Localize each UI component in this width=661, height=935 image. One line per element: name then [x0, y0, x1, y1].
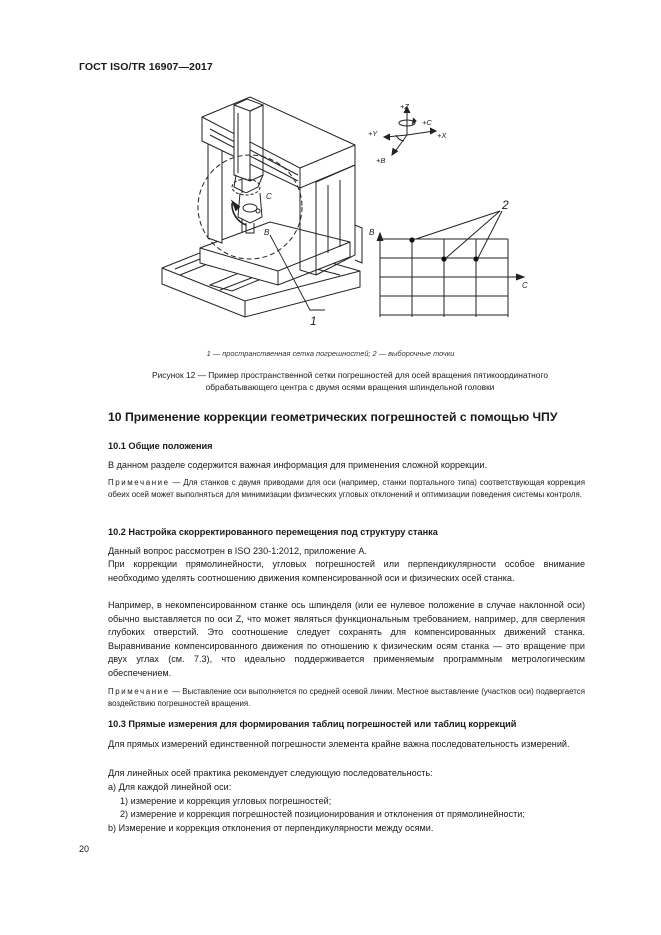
note: Примечание — Выставление оси выполняется по средней осевой линии. Местное выставление (участков оси) подвергается воздействию погрешностей вращения. — [108, 687, 585, 708]
figure-legend: 1 — пространственная сетка погрешностей; 2 — выборочные точки — [206, 349, 455, 358]
paragraph: Данный вопрос рассмотрен в ISO 230-1:2012, приложение А. — [108, 546, 367, 556]
figure-12 — [150, 95, 550, 345]
list-item: 1) измерение и коррекция угловых погрешностей; — [120, 796, 332, 806]
svg-text:+Y: +Y — [368, 129, 378, 138]
section-10-3-title: 10.3 Прямые измерения для формирования таблиц погрешностей или таблиц коррекций — [108, 719, 517, 729]
list-item: 2) измерение и коррекция погрешностей позиционирования и отклонения от прямолинейности; — [120, 809, 525, 819]
svg-text:+Z: +Z — [400, 102, 409, 111]
svg-text:+X: +X — [437, 131, 447, 140]
error-grid — [377, 211, 524, 317]
list-item: b) Измерение и коррекция отклонения от перпендикулярности между осями. — [108, 823, 434, 833]
paragraph: При коррекции прямолинейности, угловых погрешностей или перпендикулярности особое внимание необходимо уделять соотношению движения компенсированной оси и физических осей станка. — [108, 559, 585, 583]
page-number: 20 — [79, 844, 90, 854]
figure-caption: Рисунок 12 — Пример пространственной сетки погрешностей для осей вращения пятикоординатного обрабатывающего центра с двумя осями вращения шпиндельной головки — [152, 370, 548, 392]
grid-axis-b: B — [369, 228, 375, 237]
svg-text:+B: +B — [376, 156, 386, 165]
rotation-label-b: B — [264, 228, 270, 237]
paragraph: Например, в некомпенсированном станке ось шпинделя (или ее нулевое положение в случае наклонной оси) обычно выставляется по оси Z, что может являться функциональным требованием, например, для сверления глубоких отверстий. Это соотношение следует сохранять для компенсированных движений станка. Выравнивание компенсированного движения по отношению к физическим осям станка — это вращение при двух углах (см. 7.3), что идеально поддерживается применяемым программным метрологическим обеспечением. — [108, 600, 585, 678]
grid-axis-c: C — [522, 281, 528, 290]
axis-triad — [384, 107, 436, 155]
paragraph: Для прямых измерений единственной погрешности элемента крайне важна последовательность измерений. — [108, 739, 570, 749]
standard-header: ГОСТ ISO/TR 16907—2017 — [79, 61, 213, 73]
list-item: а) Для каждой линейной оси: — [108, 782, 232, 792]
section-10-2-title: 10.2 Настройка скорректированного перемещения под структуру станка — [108, 527, 438, 537]
rotation-label-c: C — [266, 192, 272, 201]
marker-1: 1 — [310, 314, 317, 328]
paragraph: В данном разделе содержится важная информация для применения сложной коррекции. — [108, 460, 487, 470]
marker-2: 2 — [502, 198, 509, 212]
svg-text:+C: +C — [422, 118, 432, 127]
section-10-1-title: 10.1 Общие положения — [108, 441, 213, 451]
note: Примечание — Для станков с двумя приводами для оси (например, станки портального типа) соответствующая коррекция обеих осей может выполняться для минимизации физических угловых отклонений и оптимизации поведения системы контроля. — [108, 478, 585, 499]
section-10-title: 10 Применение коррекции геометрических погрешностей с помощью ЧПУ — [108, 410, 558, 424]
paragraph: Для линейных осей практика рекомендует следующую последовательность: — [108, 768, 433, 778]
